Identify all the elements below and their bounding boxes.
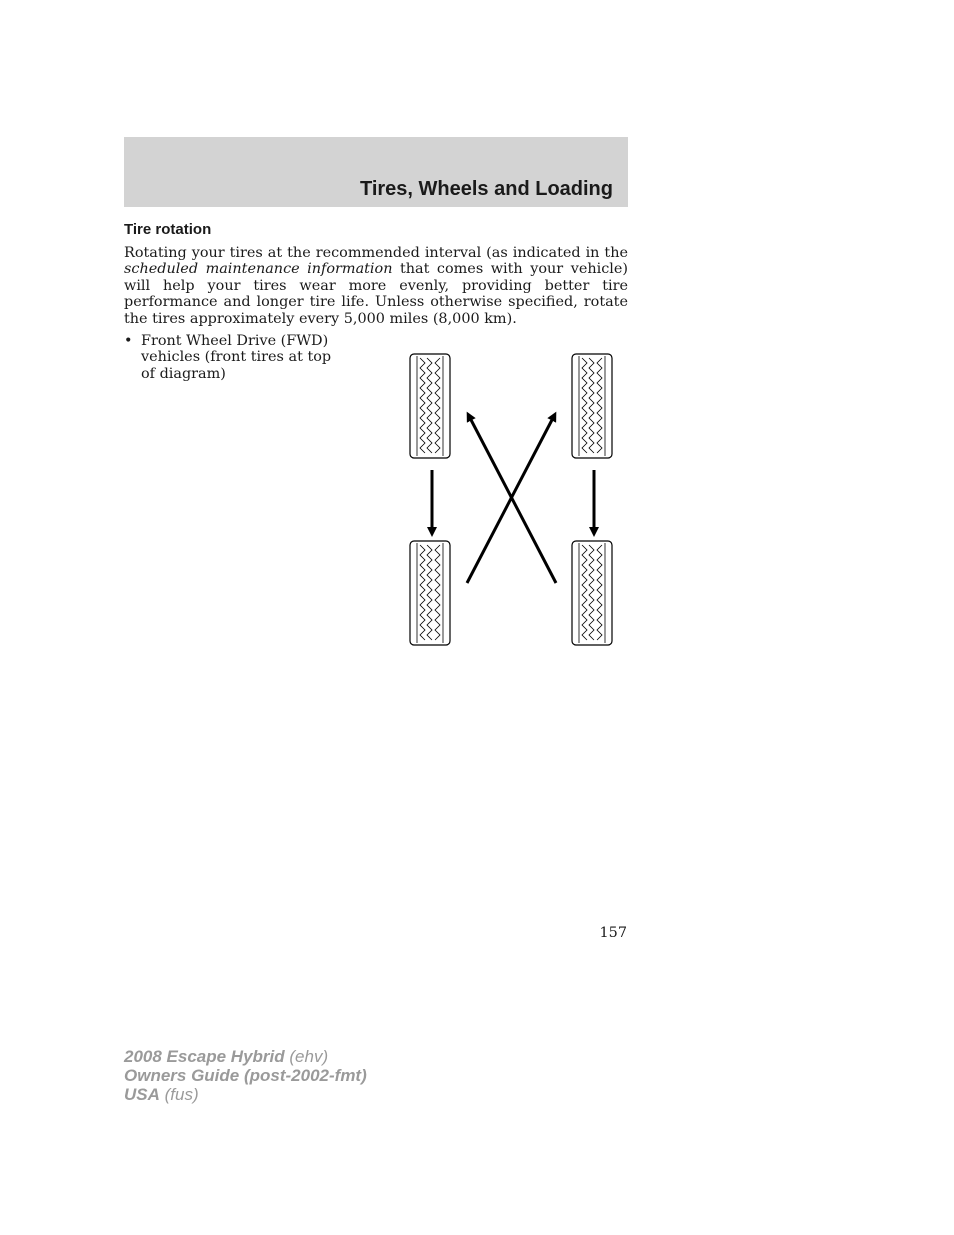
tire-front-left-icon (410, 354, 450, 458)
bullet-text: Front Wheel Drive (FWD) vehicles (front tires at top of diagram) (141, 333, 332, 382)
section-heading: Tire rotation (124, 221, 212, 238)
footer-model-code: (ehv) (284, 1047, 329, 1066)
tire-rear-left-icon (410, 541, 450, 645)
body-text-part1: Rotating your tires at the recommended interval (as indicated in the (124, 245, 628, 261)
page-number: 157 (599, 925, 627, 941)
document-footer (124, 1047, 367, 1104)
tire-front-right-icon (572, 354, 612, 458)
section-header-band (124, 137, 628, 207)
footer-guide: Owners Guide (post-2002-fmt) (124, 1066, 367, 1085)
footer-model: 2008 Escape Hybrid (124, 1047, 285, 1066)
chapter-title: Tires, Wheels and Loading (359, 178, 613, 200)
footer-market-code: (fus) (159, 1085, 199, 1104)
arrow-rear-right-to-front-left-icon (469, 416, 556, 583)
tire-rear-right-icon (572, 541, 612, 645)
bullet-icon: • (124, 333, 133, 349)
footer-market: USA (124, 1085, 160, 1104)
arrow-rear-left-to-front-right-icon (467, 416, 554, 583)
bullet-item (124, 333, 344, 382)
body-text-part2: that comes with your vehicle) will help your tires wear more evenly, providing better tire performance and longer tire life. Unless otherwise specified, rotate the tires approximately every 5,000 miles (8,000 km). (124, 261, 629, 327)
tire-rotation-diagram (400, 350, 620, 650)
body-text-italic: scheduled maintenance information (124, 261, 393, 278)
body-paragraph (124, 245, 628, 327)
